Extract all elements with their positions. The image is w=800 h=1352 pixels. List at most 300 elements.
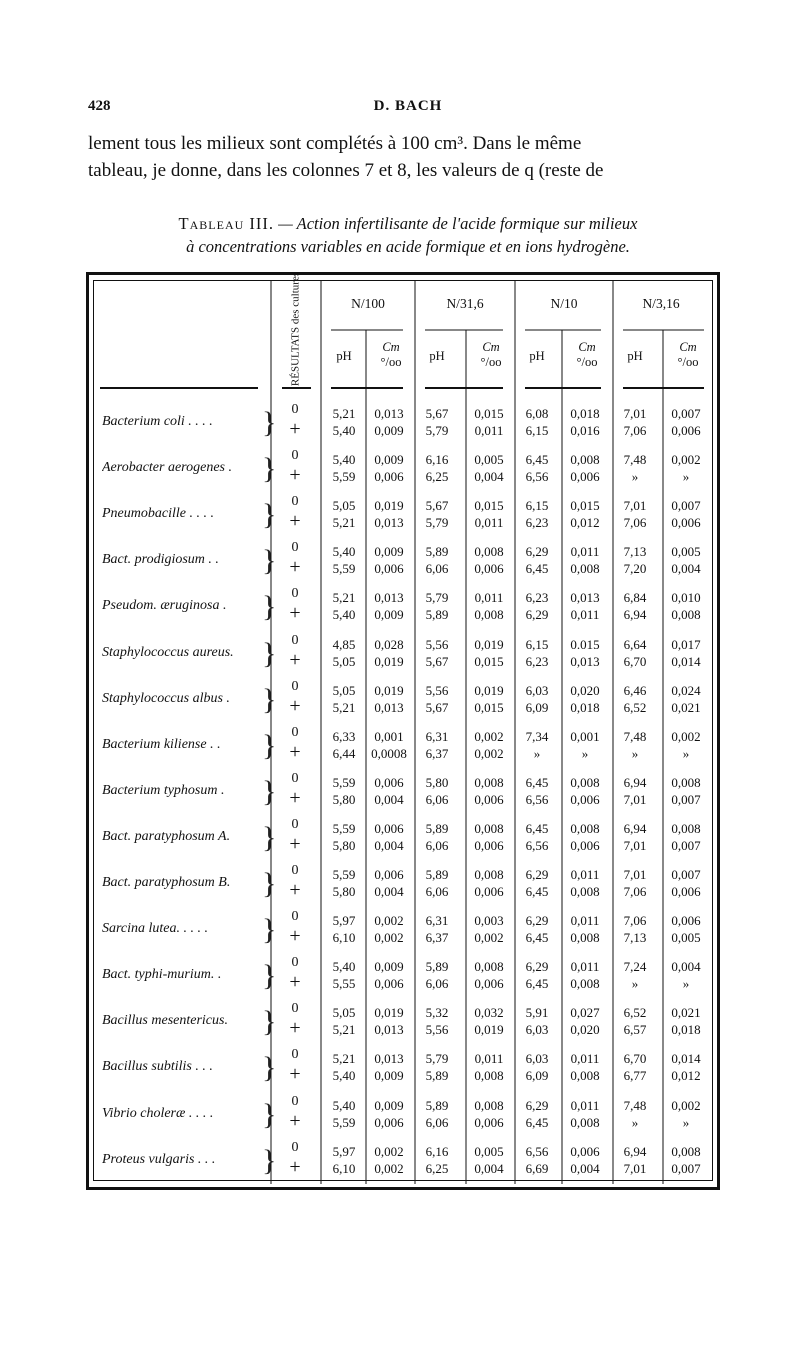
concentration-value: 0,006: [474, 976, 504, 992]
ph-value: 5,59: [332, 774, 356, 790]
ph-value: 6,29: [525, 1097, 549, 1113]
ph-value: 6,52: [623, 1005, 647, 1021]
organism-name: Bacterium typhosum .: [102, 782, 225, 798]
ph-value: 5,40: [332, 544, 356, 560]
ph-value: 6,23: [525, 590, 549, 606]
ph-value: 6,15: [525, 498, 549, 514]
ph-value: 7,34: [525, 728, 549, 744]
concentration-value: 0,007: [671, 791, 701, 807]
ph-value: 6,64: [623, 636, 647, 652]
concentration-value: 0,004: [671, 959, 701, 975]
ph-value: 6,94: [623, 774, 647, 790]
ph-value: 7,20: [623, 561, 647, 577]
concentration-value: 0,013: [374, 1022, 404, 1038]
result-positive: +: [289, 648, 301, 671]
concentration-value: 0,004: [374, 884, 404, 899]
concentration-value: 0,009: [374, 544, 404, 560]
result-positive: +: [289, 832, 301, 855]
result-negative: 0: [291, 586, 299, 602]
concentration-value: 0,015: [474, 406, 504, 421]
concentration-value: 0,015: [474, 498, 504, 514]
concentration-value: »: [682, 469, 690, 485]
ph-value: »: [631, 1114, 639, 1130]
ph-value: 5,56: [425, 636, 449, 652]
result-positive: +: [289, 1017, 301, 1040]
concentration-value: 0,008: [474, 867, 504, 882]
ph-value: 7,01: [623, 791, 647, 807]
concentration-value: 0,018: [671, 1022, 701, 1038]
concentration-value: 0,006: [474, 837, 504, 853]
concentration-group-header: N/10: [550, 296, 578, 311]
ph-value: 5,97: [332, 1143, 356, 1159]
concentration-value: 0,020: [570, 1022, 600, 1038]
concentration-value: »: [682, 1114, 690, 1130]
ph-value: 6,94: [623, 607, 647, 623]
result-positive: +: [289, 602, 301, 625]
concentration-value: 0,006: [374, 1114, 404, 1130]
ph-value: 7,01: [623, 837, 647, 853]
concentration-value: 0,011: [570, 544, 600, 560]
ph-value: 6,45: [525, 976, 549, 992]
concentration-value: 0,006: [570, 1143, 600, 1159]
concentration-value: 0,008: [570, 1114, 600, 1130]
ph-value: 6,56: [525, 469, 549, 485]
ph-value: 7,06: [623, 515, 647, 531]
concentration-value: 0,011: [474, 423, 504, 438]
organism-name: Bacillus mesentericus.: [102, 1013, 228, 1029]
ph-value: 6,77: [623, 1068, 647, 1084]
concentration-value: 0,018: [570, 406, 600, 421]
concentration-value: 0,017: [671, 636, 701, 652]
organism-name: Pneumobacille . . . .: [102, 506, 214, 522]
ph-value: 5,67: [425, 406, 449, 421]
ph-value: 5,67: [425, 699, 449, 715]
result-negative: 0: [291, 724, 299, 740]
concentration-value: 0,009: [374, 1068, 404, 1084]
result-positive: +: [289, 510, 301, 533]
concentration-value: 0,002: [474, 745, 504, 761]
row-brace: }: [262, 452, 277, 486]
concentration-value: 0,002: [474, 930, 504, 946]
ph-value: 6,09: [525, 1068, 549, 1084]
row-brace: }: [262, 636, 277, 670]
concentration-value: 0,019: [474, 682, 504, 698]
concentration-value: 0,012: [570, 515, 600, 531]
concentration-value: »: [682, 745, 690, 761]
concentration-value: 0,008: [570, 976, 600, 992]
ph-value: 6,37: [425, 745, 449, 761]
ph-value: 5,79: [425, 1051, 449, 1067]
table-row: [0, 909, 800, 953]
organism-name: Bact. paratyphosum B.: [102, 875, 231, 890]
ph-value: »: [533, 745, 541, 761]
concentration-value: 0,011: [474, 515, 504, 531]
ph-value: 6,45: [525, 1114, 549, 1130]
concentration-value: 0,009: [374, 452, 404, 468]
concentration-value: 0.015: [570, 636, 600, 652]
ph-value: 6,37: [425, 930, 449, 946]
ph-value: 4,85: [332, 636, 356, 652]
concentration-value: 0,008: [570, 820, 600, 836]
ph-value: 6,70: [623, 653, 647, 669]
cm-unit-label: °/oo: [576, 355, 598, 369]
ph-value: 5,21: [332, 515, 356, 531]
concentration-value: 0,002: [374, 913, 404, 929]
concentration-value: 0,013: [570, 653, 600, 669]
ph-subheader: pH: [429, 349, 445, 363]
ph-value: 5,05: [332, 1005, 356, 1021]
concentration-value: 0,006: [671, 913, 701, 929]
ph-value: 6,57: [623, 1022, 647, 1038]
concentration-value: 0,002: [374, 930, 404, 946]
table-row: [0, 1094, 800, 1138]
ph-value: 5,89: [425, 607, 449, 623]
table-row: [0, 955, 800, 999]
ph-value: 5,32: [425, 1005, 449, 1021]
ph-value: 5,80: [425, 774, 449, 790]
row-brace: }: [262, 544, 277, 578]
ph-value: 6,06: [425, 837, 449, 853]
caption-title-rest: — Action infertilisante de l'acide formique sur milieux: [274, 214, 638, 233]
ph-value: »: [631, 976, 639, 992]
row-brace: }: [262, 1051, 277, 1085]
ph-value: 5,97: [332, 913, 356, 929]
concentration-group-header: N/3,16: [642, 296, 680, 311]
concentration-value: 0,014: [671, 653, 701, 669]
row-brace: }: [262, 682, 277, 716]
result-positive: +: [289, 971, 301, 994]
ph-value: 5,79: [425, 423, 449, 438]
ph-value: 6,45: [525, 452, 549, 468]
results-column-label: RÉSULTATS des cultures: [289, 271, 302, 387]
ph-value: 5,59: [332, 561, 356, 577]
ph-value: 7,01: [623, 406, 647, 421]
ph-value: 6,52: [623, 699, 647, 715]
concentration-value: 0,008: [570, 452, 600, 468]
ph-value: 7,06: [623, 913, 647, 929]
intro-line-2: tableau, je donne, dans les colonnes 7 et 8, les valeurs de q (reste de: [88, 160, 604, 181]
concentration-group-header: N/31,6: [446, 296, 484, 311]
table-row: [0, 402, 800, 446]
organism-name: Sarcina lutea. . . . .: [102, 921, 209, 937]
ph-value: 5,89: [425, 1097, 449, 1113]
result-negative: 0: [291, 955, 299, 971]
ph-value: 6,10: [332, 1160, 356, 1176]
concentration-value: 0,002: [474, 728, 504, 744]
ph-value: 5,40: [332, 959, 356, 975]
result-negative: 0: [291, 540, 299, 556]
ph-value: »: [631, 469, 639, 485]
ph-value: 6,33: [332, 728, 356, 744]
ph-value: 6,29: [525, 913, 549, 929]
concentration-value: 0,006: [570, 791, 600, 807]
organism-name: Bact. typhi-murium. .: [102, 967, 222, 983]
ph-value: 5,05: [332, 498, 356, 514]
concentration-group-header: N/100: [351, 296, 385, 311]
concentration-value: 0,007: [671, 867, 701, 882]
concentration-value: 0,0008: [371, 745, 407, 761]
concentration-value: 0,027: [570, 1005, 600, 1021]
ph-value: 5,05: [332, 682, 356, 698]
caption-title-line-2: à concentrations variables en acide formique et en ions hydrogène.: [186, 237, 630, 256]
ph-value: 6,45: [525, 774, 549, 790]
row-brace: }: [262, 406, 277, 439]
ph-value: 7,24: [623, 959, 647, 975]
concentration-value: 0,007: [671, 837, 701, 853]
result-negative: 0: [291, 678, 299, 694]
ph-value: 6,15: [525, 636, 549, 652]
cm-unit-label: °/oo: [380, 355, 402, 369]
ph-value: 7,48: [623, 728, 647, 744]
concentration-value: 0,013: [374, 406, 404, 421]
concentration-value: 0,006: [374, 561, 404, 577]
result-positive: +: [289, 740, 301, 763]
ph-value: 6,31: [425, 728, 449, 744]
concentration-value: 0,008: [570, 1068, 600, 1084]
organism-name: Staphylococcus albus .: [102, 690, 230, 706]
ph-value: 6,09: [525, 699, 549, 715]
concentration-value: 0,008: [671, 820, 701, 836]
concentration-value: 0,028: [374, 636, 404, 652]
table-row: [0, 1140, 800, 1184]
row-brace: }: [262, 1097, 277, 1131]
ph-value: 6,23: [525, 653, 549, 669]
concentration-value: 0,008: [570, 930, 600, 946]
concentration-value: 0,002: [671, 452, 701, 468]
ph-value: 6,56: [525, 1143, 549, 1159]
concentration-value: 0,008: [474, 774, 504, 790]
result-negative: 0: [291, 1139, 299, 1155]
row-brace: }: [262, 959, 277, 993]
concentration-value: 0,008: [474, 1097, 504, 1113]
organism-name: Vibrio choleræ . . . .: [102, 1105, 214, 1121]
ph-value: 7,13: [623, 930, 647, 946]
ph-value: 6,94: [623, 1143, 647, 1159]
result-negative: 0: [291, 632, 299, 648]
ph-value: 5,05: [332, 653, 356, 669]
ph-value: 6,25: [425, 469, 449, 485]
concentration-value: 0,005: [474, 1143, 504, 1159]
ph-value: 5,40: [332, 1097, 356, 1113]
cm-label: Cm: [578, 340, 596, 354]
ph-value: 5,59: [332, 820, 356, 836]
ph-value: 5,59: [332, 469, 356, 485]
ph-value: 6,29: [525, 959, 549, 975]
result-positive: +: [289, 786, 301, 809]
table-row: [0, 1001, 800, 1045]
result-negative: 0: [291, 1047, 299, 1063]
concentration-value: 0,001: [374, 728, 404, 744]
cm-label: Cm: [382, 340, 400, 354]
ph-value: 5,79: [425, 515, 449, 531]
ph-value: 5,59: [332, 1114, 356, 1130]
concentration-subheader: [467, 340, 515, 370]
concentration-value: 0,014: [671, 1051, 701, 1067]
ph-subheader: pH: [529, 349, 545, 363]
ph-value: 5,67: [425, 498, 449, 514]
ph-value: 5,40: [332, 452, 356, 468]
concentration-value: 0,021: [671, 699, 701, 715]
table-row: [0, 633, 800, 677]
ph-value: 5,40: [332, 1068, 356, 1084]
organism-name: Bacterium coli . . . .: [102, 414, 213, 429]
ph-value: 6,56: [525, 791, 549, 807]
concentration-value: 0,002: [374, 1143, 404, 1159]
organism-name: Aerobacter aerogenes .: [102, 460, 232, 476]
cm-label: Cm: [679, 340, 697, 354]
result-positive: +: [289, 925, 301, 948]
result-negative: 0: [291, 494, 299, 510]
concentration-value: 0,011: [570, 867, 600, 882]
concentration-value: 0,006: [474, 884, 504, 899]
ph-value: 6,03: [525, 1051, 549, 1067]
concentration-value: 0,032: [474, 1005, 504, 1021]
concentration-value: 0,003: [474, 913, 504, 929]
concentration-value: 0,011: [570, 1051, 600, 1067]
concentration-value: 0,006: [671, 423, 701, 438]
ph-value: 5,40: [332, 607, 356, 623]
concentration-value: 0,008: [570, 774, 600, 790]
concentration-value: 0,009: [374, 423, 404, 438]
ph-value: 6,29: [525, 607, 549, 623]
concentration-value: 0,004: [474, 469, 504, 485]
ph-value: 6,94: [623, 820, 647, 836]
result-positive: +: [289, 464, 301, 487]
ph-value: 6,10: [332, 930, 356, 946]
concentration-value: 0,010: [671, 590, 701, 606]
ph-value: 6,45: [525, 884, 549, 899]
ph-value: 6,70: [623, 1051, 647, 1067]
organism-name: Bacterium kiliense . .: [102, 736, 221, 752]
concentration-value: 0,004: [671, 561, 701, 577]
organism-name: Bact. paratyphosum A.: [102, 828, 231, 844]
result-positive: +: [289, 1063, 301, 1086]
ph-value: 5,89: [425, 544, 449, 560]
concentration-value: 0,002: [671, 1097, 701, 1113]
table-row: [0, 586, 800, 630]
concentration-value: 0,018: [570, 699, 600, 715]
ph-value: 6,56: [525, 837, 549, 853]
concentration-value: 0,011: [570, 959, 600, 975]
cm-label: Cm: [482, 340, 500, 354]
concentration-value: 0,004: [374, 791, 404, 807]
concentration-value: 0,005: [474, 452, 504, 468]
concentration-value: 0,011: [570, 913, 600, 929]
concentration-value: 0,019: [374, 682, 404, 698]
result-positive: +: [289, 1109, 301, 1132]
concentration-value: »: [682, 976, 690, 992]
concentration-value: 0,004: [570, 1160, 600, 1176]
concentration-value: 0,019: [374, 653, 404, 669]
ph-value: 6,16: [425, 452, 449, 468]
concentration-value: 0,013: [374, 515, 404, 531]
concentration-value: 0,006: [474, 1114, 504, 1130]
row-brace: }: [262, 728, 277, 762]
ph-value: 6,06: [425, 884, 449, 899]
result-negative: 0: [291, 402, 299, 417]
ph-value: 6,29: [525, 867, 549, 882]
concentration-value: 0,006: [374, 820, 404, 836]
table-row: [0, 494, 800, 538]
ph-value: 6,06: [425, 791, 449, 807]
ph-value: 5,89: [425, 959, 449, 975]
concentration-value: 0,020: [570, 682, 600, 698]
concentration-value: 0,007: [671, 498, 701, 514]
table-row: [0, 448, 800, 492]
ph-value: 5,89: [425, 1068, 449, 1084]
concentration-value: 0,008: [474, 1068, 504, 1084]
ph-value: 5,79: [425, 590, 449, 606]
concentration-value: 0,013: [374, 699, 404, 715]
concentration-value: »: [581, 745, 589, 761]
intro-line-1: lement tous les milieux sont complétés à 100 cm³. Dans le même: [88, 133, 582, 154]
ph-value: 6,06: [425, 561, 449, 577]
organism-name: Pseudom. æruginosa .: [102, 598, 227, 614]
concentration-value: 0,006: [374, 867, 404, 882]
ph-value: 6,08: [525, 406, 549, 421]
concentration-value: 0,006: [474, 561, 504, 577]
concentration-value: 0,006: [671, 884, 701, 899]
concentration-value: 0,013: [570, 590, 600, 606]
concentration-value: 0,024: [671, 682, 701, 698]
result-negative: 0: [291, 448, 299, 464]
organism-name: Bacillus subtilis . . .: [102, 1059, 213, 1075]
organism-name: Bact. prodigiosum . .: [102, 552, 219, 568]
ph-value: 5,67: [425, 653, 449, 669]
ph-value: 5,55: [332, 976, 356, 992]
ph-value: 5,21: [332, 699, 356, 715]
ph-value: 6,03: [525, 1022, 549, 1038]
concentration-value: 0,008: [671, 1143, 701, 1159]
concentration-value: 0,008: [671, 774, 701, 790]
concentration-value: 0,009: [374, 1097, 404, 1113]
concentration-value: 0,008: [474, 544, 504, 560]
concentration-value: 0,013: [374, 1051, 404, 1067]
ph-value: 7,06: [623, 423, 647, 438]
concentration-value: 0,007: [671, 1160, 701, 1176]
concentration-subheader: [367, 340, 415, 370]
concentration-value: 0,021: [671, 1005, 701, 1021]
ph-value: 5,80: [332, 791, 356, 807]
concentration-value: 0,019: [374, 498, 404, 514]
row-brace: }: [262, 913, 277, 947]
concentration-value: 0,008: [474, 820, 504, 836]
result-positive: +: [289, 556, 301, 579]
ph-value: 6,06: [425, 1114, 449, 1130]
concentration-value: 0,002: [374, 1160, 404, 1176]
concentration-value: 0,006: [570, 837, 600, 853]
ph-value: 6,03: [525, 682, 549, 698]
ph-value: 6,46: [623, 682, 647, 698]
concentration-value: 0,015: [474, 653, 504, 669]
ph-value: 5,21: [332, 1051, 356, 1067]
result-positive: +: [289, 1155, 301, 1178]
result-negative: 0: [291, 909, 299, 925]
row-brace: }: [262, 774, 277, 808]
ph-value: 5,56: [425, 682, 449, 698]
page-number: 428: [88, 98, 111, 114]
concentration-subheader: [563, 340, 611, 370]
concentration-value: 0,019: [474, 1022, 504, 1038]
table-row: [0, 540, 800, 584]
ph-value: 6,15: [525, 423, 549, 438]
concentration-value: 0,013: [374, 590, 404, 606]
ph-value: 6,45: [525, 930, 549, 946]
concentration-value: 0,007: [671, 406, 701, 421]
caption-label: Tableau III.: [178, 214, 275, 233]
ph-value: 6,25: [425, 1160, 449, 1176]
concentration-value: 0,011: [570, 607, 600, 623]
